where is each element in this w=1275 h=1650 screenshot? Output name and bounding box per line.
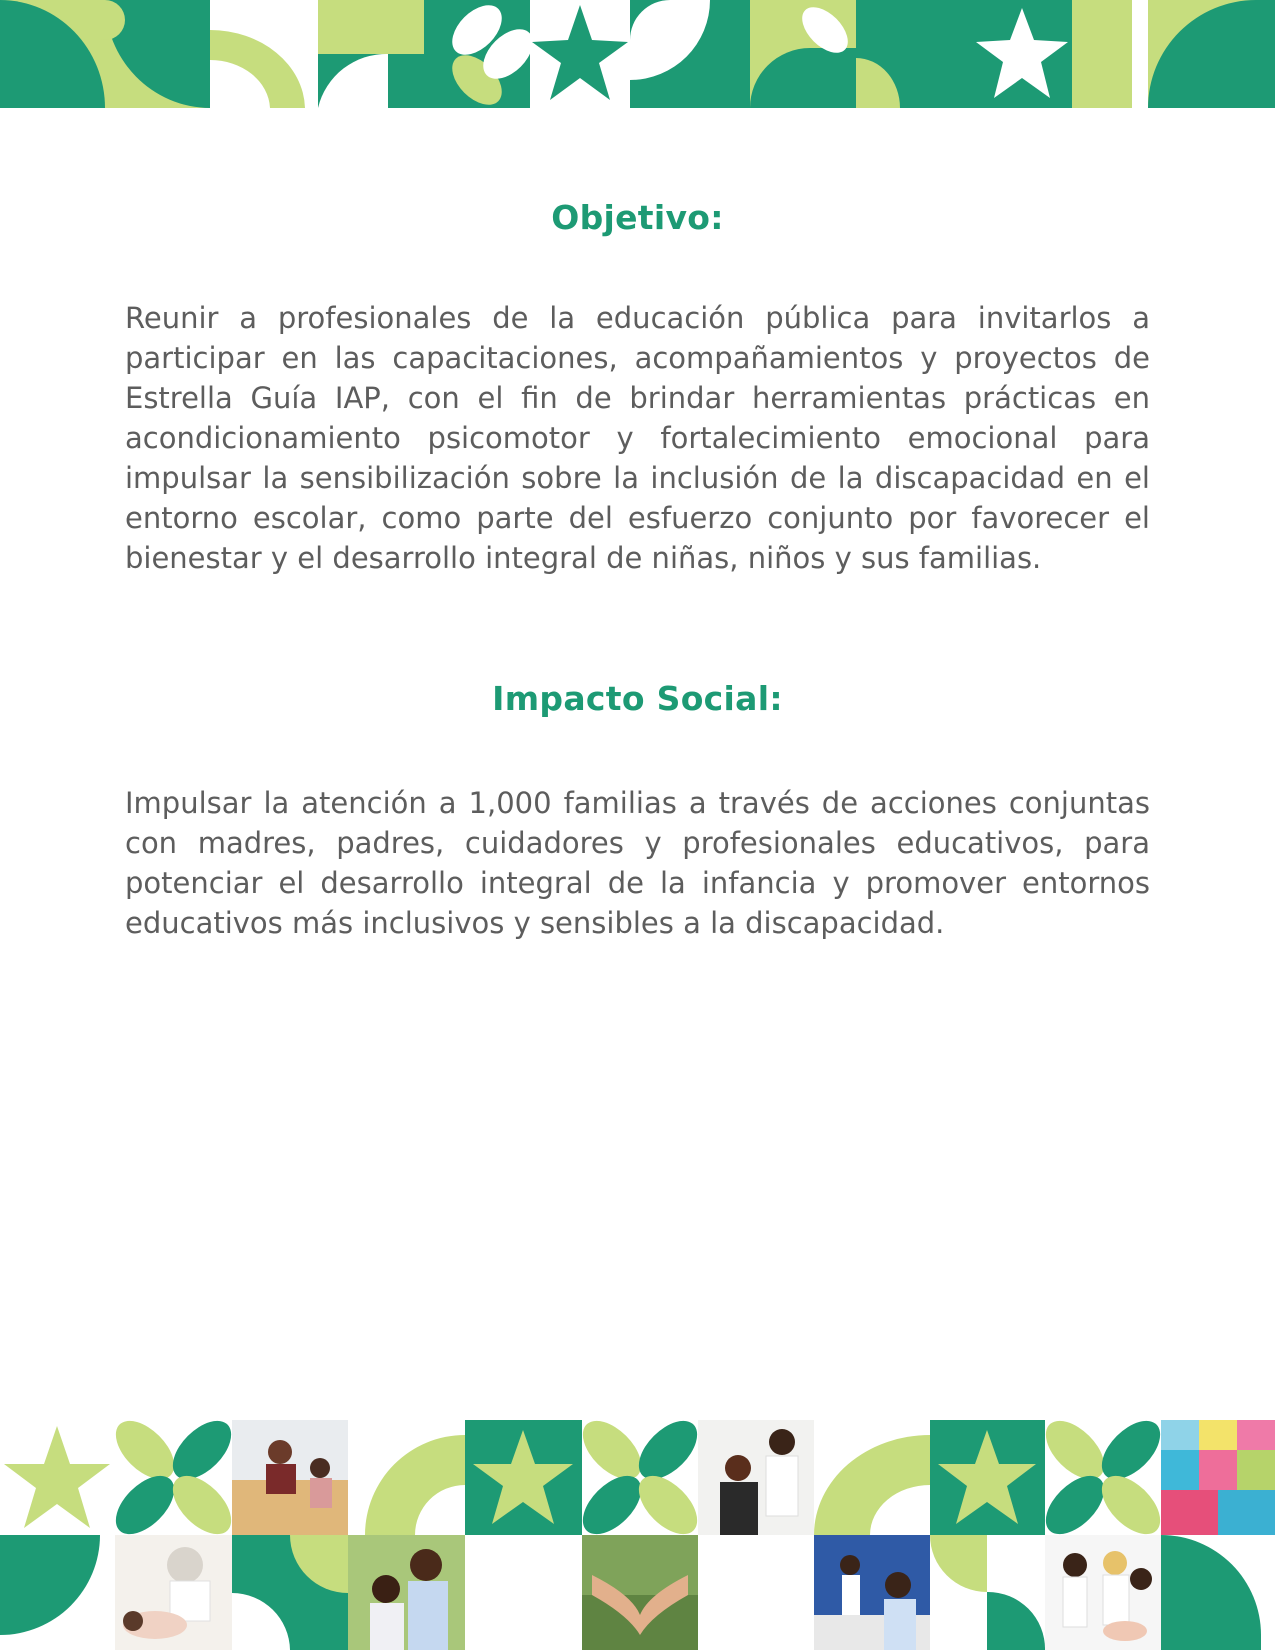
petal-cross-icon: [582, 1420, 698, 1535]
photo-grandmother-baby: [115, 1535, 232, 1650]
social-impact-text: Impulsar la atención a 1,000 familias a través de acciones conjuntas con madres, padres, cuidadores y profesionales educativos, para potenciar el desarrollo integral de la infancia y promover entornos educativos más inclusivos y sensibles a la discapacidad.: [125, 786, 1150, 940]
star-icon: [962, 0, 1132, 108]
photo-child-therapy: [814, 1535, 930, 1650]
top-decorative-band: [0, 0, 1275, 108]
quarter-circle-icon: [0, 0, 210, 108]
petal-cross-icon: [930, 1535, 1045, 1650]
photo-family-group: [1045, 1535, 1161, 1650]
star-icon: [930, 1420, 1045, 1535]
photo-foam-mats: [1161, 1420, 1275, 1535]
petal-cross-icon: [1045, 1420, 1161, 1535]
arch-icon: [210, 0, 305, 108]
social-impact-heading: Impacto Social:: [492, 679, 783, 718]
photo-mother-daughter: [348, 1535, 465, 1650]
objective-text: Reunir a profesionales de la educación pública para invitarlos a participar en las capacitaciones, acompañamientos y proyectos de Estrella Guía IAP, con el fin de brindar herramientas prácticas en acondicionamiento psicomotor y fortalecimiento emocional para impulsar la sensibilización sobre la inclusión de la discapacidad en el entorno escolar, como parte del esfuerzo conjunto por favorecer el bienestar y el desarrollo integral de niñas, niños y sus familias.: [125, 301, 1150, 575]
arch-icon: [365, 1420, 465, 1535]
star-icon: [0, 1420, 115, 1535]
arch-icon: [1161, 1535, 1275, 1650]
objective-heading: Objetivo:: [551, 198, 724, 237]
quarter-circle-icon: [1148, 0, 1275, 108]
petal-cross-icon: [750, 0, 962, 108]
half-circle-icon: [232, 1535, 348, 1650]
photo-therapy-session: [232, 1420, 348, 1535]
photo-holding-hands: [582, 1535, 698, 1650]
star-icon: [530, 0, 630, 108]
photo-women-smiling: [698, 1420, 814, 1535]
bottom-decorative-band: [0, 1420, 1275, 1650]
star-icon: [465, 1420, 582, 1535]
petal-cross-icon: [115, 1420, 232, 1535]
quarter-circle-icon: [0, 1535, 115, 1650]
petal-cross-icon: [318, 0, 530, 108]
arch-icon: [630, 0, 750, 108]
arch-icon: [814, 1420, 930, 1535]
